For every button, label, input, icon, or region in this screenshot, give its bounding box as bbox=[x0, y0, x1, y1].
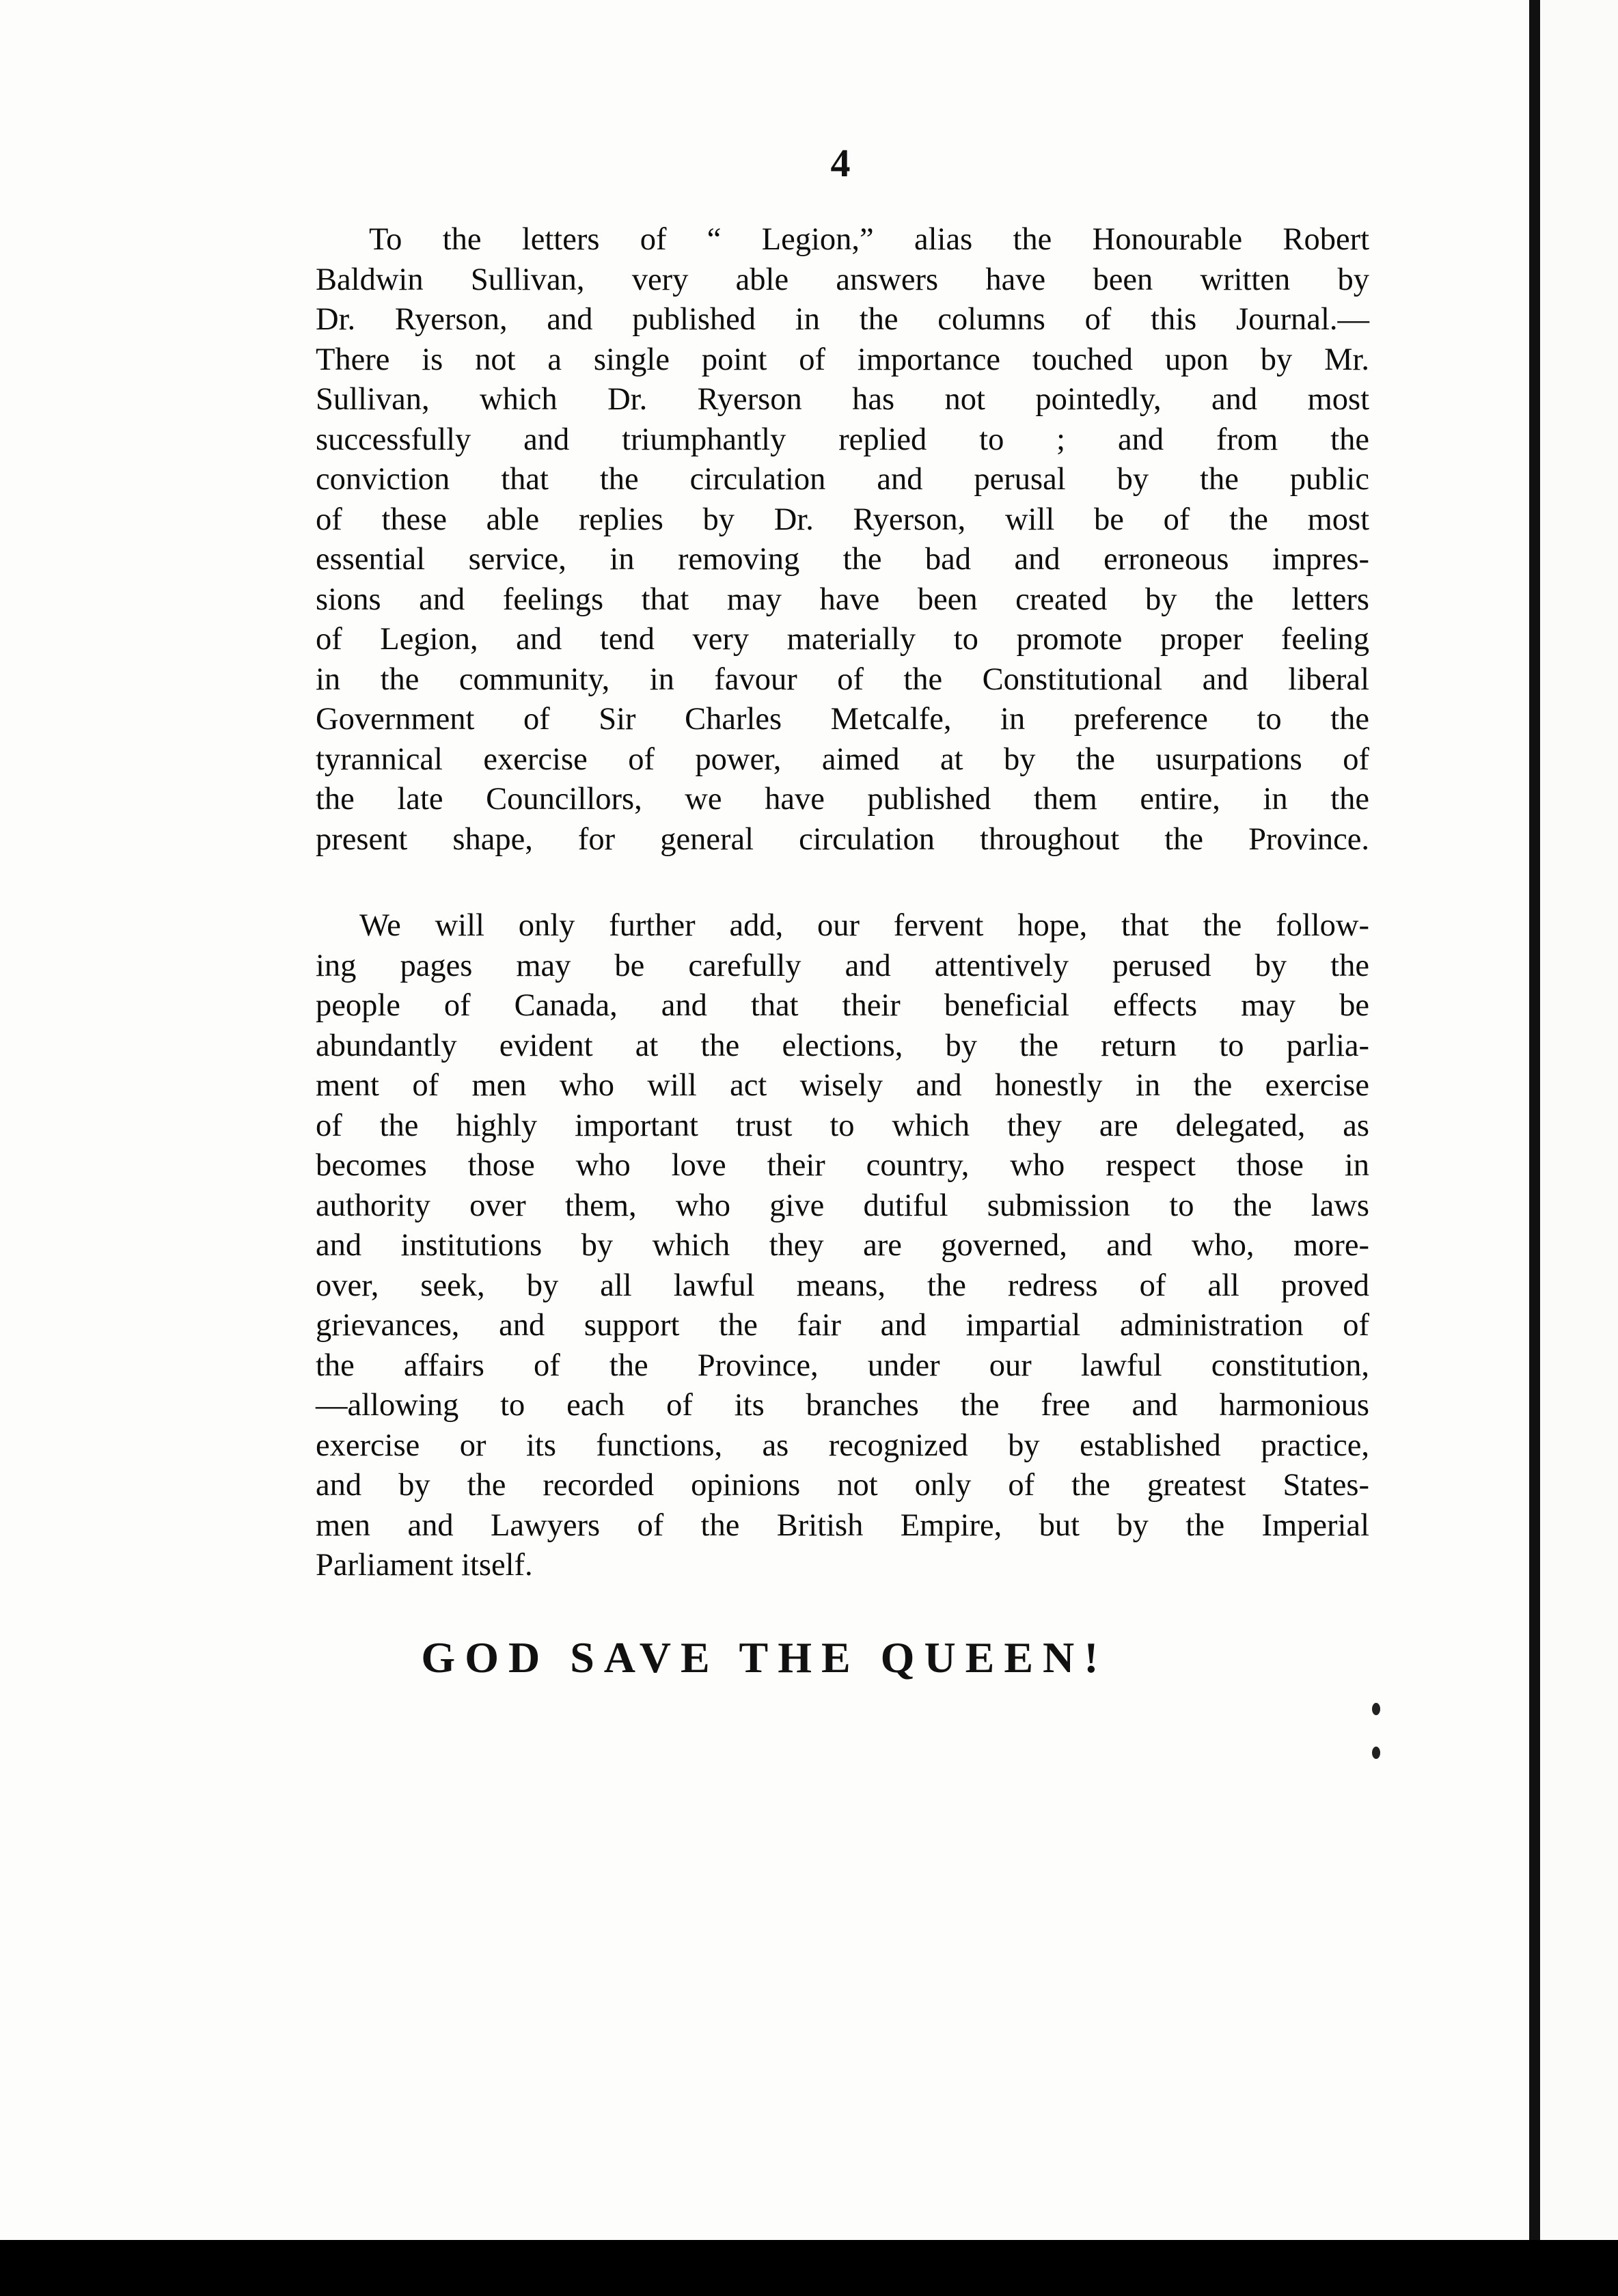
page-gutter bbox=[1529, 0, 1540, 2240]
text-line: of the highly important trust to which they are delegated, as bbox=[316, 1108, 1369, 1143]
text-line: Parliament itself. bbox=[316, 1548, 533, 1583]
paragraph-2 bbox=[316, 906, 1369, 1586]
text-line: essential service, in removing the bad and erroneous impres- bbox=[316, 542, 1369, 577]
facing-page-edge bbox=[1540, 0, 1618, 2240]
text-line: of these able replies by Dr. Ryerson, will be of the most bbox=[316, 502, 1369, 537]
text-line: men and Lawyers of the British Empire, but by the Imperial bbox=[316, 1507, 1369, 1543]
text-line: present shape, for general circulation throughout the Province. bbox=[316, 821, 1369, 857]
scan-border bbox=[0, 2240, 1618, 2296]
text-line: To the letters of “ Legion,” alias the Honourable Robert bbox=[369, 222, 1369, 257]
text-line: authority over them, who give dutiful submission to the laws bbox=[316, 1188, 1369, 1223]
text-line: We will only further add, our fervent hope, that the follow- bbox=[359, 908, 1369, 943]
text-line: sions and feelings that may have been created by the letters bbox=[316, 582, 1369, 617]
text-line: ment of men who will act wisely and honestly in the exercise bbox=[316, 1068, 1369, 1103]
text-line: becomes those who love their country, who respect those in bbox=[316, 1148, 1369, 1183]
text-line: over, seek, by all lawful means, the redress of all proved bbox=[316, 1268, 1369, 1303]
text-line: abundantly evident at the elections, by the return to parlia- bbox=[316, 1028, 1369, 1063]
text-line: ing pages may be carefully and attentively perused by the bbox=[316, 948, 1369, 983]
text-line: people of Canada, and that their beneficial effects may be bbox=[316, 988, 1369, 1023]
text-line: in the community, in favour of the Constitutional and liberal bbox=[316, 661, 1369, 697]
text-line: Government of Sir Charles Metcalfe, in preference to the bbox=[316, 702, 1369, 737]
text-line: There is not a single point of importance touched upon by Mr. bbox=[316, 342, 1369, 377]
closing-heading: GOD SAVE THE QUEEN! bbox=[421, 1633, 1108, 1682]
text-line: —allowing to each of its branches the free and harmonious bbox=[316, 1388, 1369, 1423]
ink-speck bbox=[1372, 1747, 1380, 1759]
text-line: tyrannical exercise of power, aimed at by the usurpations of bbox=[316, 741, 1369, 777]
text-line: and by the recorded opinions not only of the greatest States- bbox=[316, 1468, 1369, 1503]
ink-speck bbox=[1372, 1703, 1380, 1715]
text-line: of Legion, and tend very materially to promote proper feeling bbox=[316, 622, 1369, 657]
text-line: Baldwin Sullivan, very able answers have been written by bbox=[316, 262, 1369, 297]
text-line: the late Councillors, we have published them entire, in the bbox=[316, 782, 1369, 817]
text-line: exercise or its functions, as recognized by established practice, bbox=[316, 1427, 1369, 1463]
text-line: Sullivan, which Dr. Ryerson has not pointedly, and most bbox=[316, 382, 1369, 417]
text-line: and institutions by which they are governed, and who, more- bbox=[316, 1228, 1369, 1263]
paragraph-1 bbox=[316, 220, 1369, 860]
text-line: successfully and triumphantly replied to ; and from the bbox=[316, 422, 1369, 457]
page-number: 4 bbox=[830, 141, 851, 185]
text-line: conviction that the circulation and perusal by the public bbox=[316, 462, 1369, 497]
text-line: Dr. Ryerson, and published in the columns of this Journal.— bbox=[316, 302, 1369, 337]
text-line: grievances, and support the fair and impartial administration of bbox=[316, 1308, 1369, 1343]
text-line: the affairs of the Province, under our lawful constitution, bbox=[316, 1348, 1369, 1383]
